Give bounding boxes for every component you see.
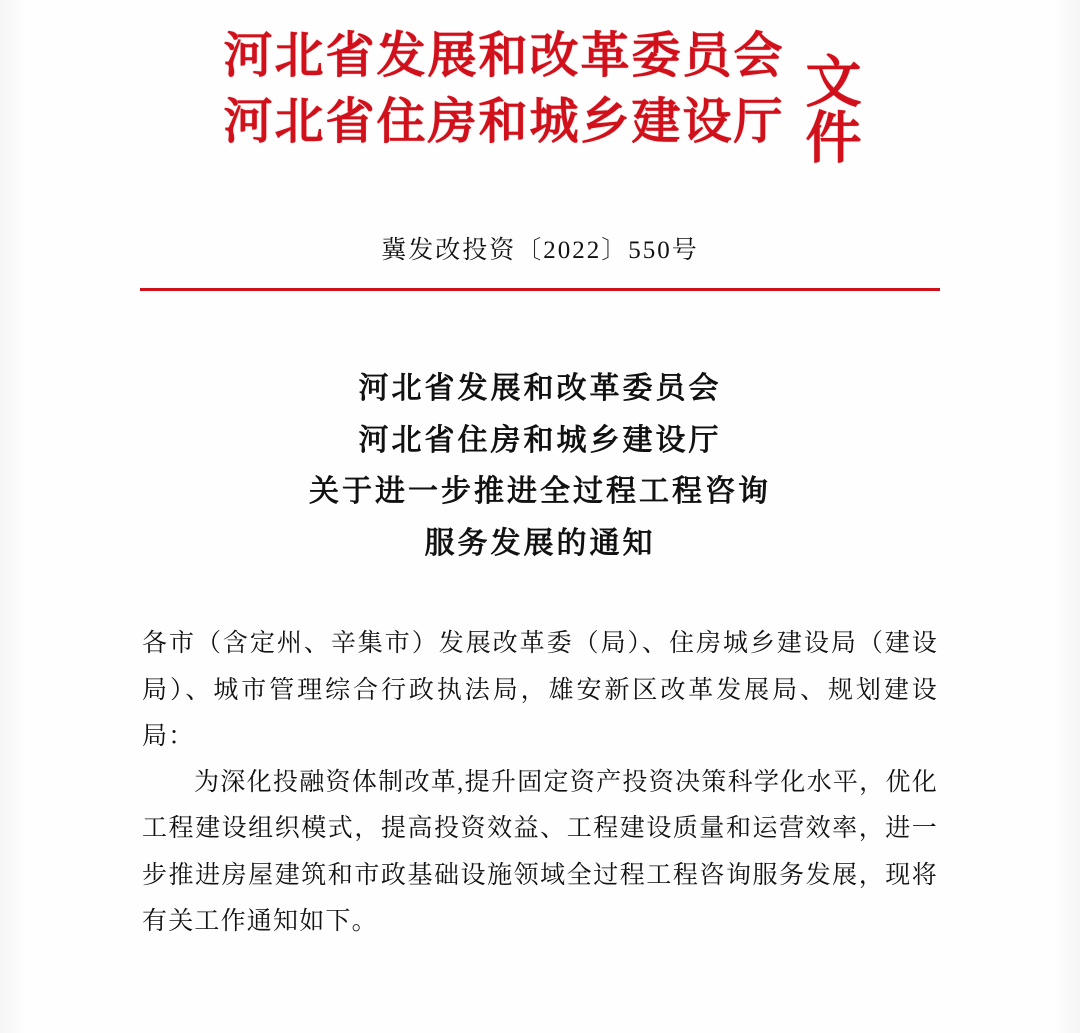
document-word-label: 文件 <box>797 52 860 164</box>
title-line-2: 河北省住房和城乡建设厅 <box>358 423 722 457</box>
title-line-3: 关于进一步推进全过程工程咨询 <box>309 475 771 509</box>
letterhead <box>0 0 1080 164</box>
issuer-name-block <box>223 26 784 152</box>
document-number: 冀发改投资〔2022〕550号 <box>381 237 699 264</box>
document-number-block <box>0 230 1080 291</box>
title-line-1: 河北省发展和改革委员会 <box>358 372 722 405</box>
title-line-4: 服务发展的通知 <box>424 526 656 560</box>
issuer-line-1: 河北省发展和改革委员会 <box>223 28 785 83</box>
document-body <box>142 621 938 945</box>
body-paragraph-1: 为深化投融资体制改革,提升固定资产投资决策科学化水平，优化工程建设组织模式，提高投资效益、工程建设质量和运营效率，进一步推进房屋建筑和市政基础设施领域全过程工程咨询服务发展，现将有关工作通知如下。 <box>142 769 938 935</box>
red-divider-rule <box>140 288 940 291</box>
document-title <box>0 363 1080 569</box>
letterhead-inner <box>140 26 940 164</box>
addressee-paragraph: 各市（含定州、辛集市）发展改革委（局）、住房城乡建设局（建设局）、城市管理综合行政执法局，雄安新区改革发展局、规划建设局： <box>142 630 938 750</box>
issuer-line-2: 河北省住房和城乡建设厅 <box>223 93 785 149</box>
